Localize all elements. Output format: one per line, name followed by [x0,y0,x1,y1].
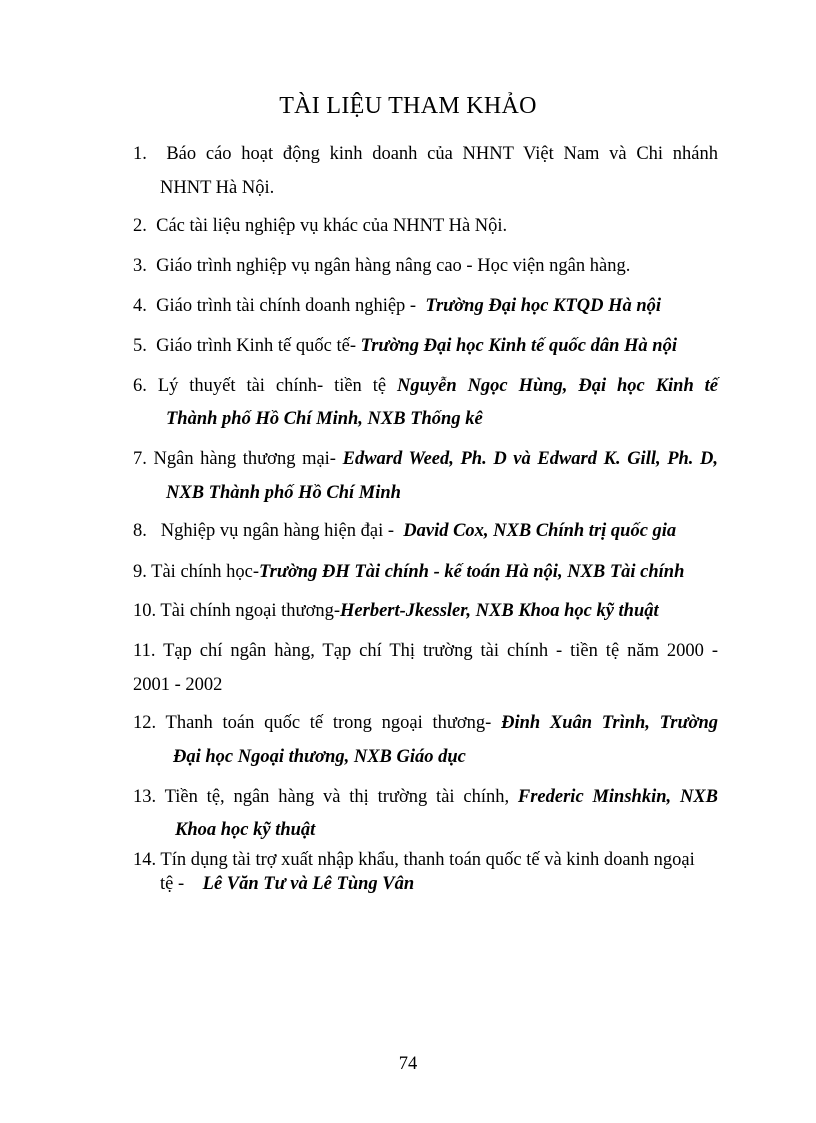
reference-author: Edward Weed, Ph. D và Edward K. Gill, Ph. D, [342,449,719,469]
reference-number: 7. [133,449,147,469]
reference-number: 13. [133,787,157,807]
reference-author: Trường ĐH Tài chính - kế toán Hà nội, NXB Tài chính [259,562,685,582]
reference-text: Lý thuyết tài chính- tiền tệ [157,376,387,396]
reference-text: Tín dụng tài trợ xuất nhập khẩu, thanh toán quốc tế và kinh doanh ngoại [160,850,695,870]
reference-author: Đinh Xuân Trình, Trường [501,713,719,733]
reference-number: 4. [133,296,147,316]
reference-text: Báo cáo hoạt động kinh doanh của NHNT Việt Nam và Chi nhánh [166,144,719,164]
page-number: 74 [398,1054,418,1074]
reference-text: Thanh toán quốc tế trong ngoại thương- [165,713,492,733]
reference-text: Nghiệp vụ ngân hàng hiện đại - [160,521,394,541]
reference-text: Tiền tệ, ngân hàng và thị trường tài chính, [164,787,510,807]
reference-author: Frederic Minshkin, NXB [517,787,718,807]
page-title: TÀI LIỆU THAM KHẢO [279,93,537,119]
reference-author: Herbert-Jkessler, NXB Khoa học kỹ thuật [340,601,659,621]
reference-author: NXB Thành phố Hồ Chí Minh [166,483,401,503]
reference-author: Trường Đại học KTQD Hà nội [425,296,662,316]
reference-author: Lê Văn Tư và Lê Tùng Vân [202,874,415,894]
reference-number: 9. [133,562,147,582]
reference-number: 10. [133,601,157,621]
reference-number: 12. [133,713,157,733]
reference-number: 11. [133,641,156,661]
reference-number: 3. [133,256,147,276]
reference-author: Nguyễn Ngọc Hùng, Đại học Kinh tế [397,376,719,396]
reference-text: NHNT Hà Nội. [160,178,275,198]
reference-number: 14. [133,850,157,870]
reference-author: Khoa học kỹ thuật [175,820,316,840]
reference-author: Trường Đại học Kinh tế quốc dân Hà nội [360,336,677,356]
reference-number: 5. [133,336,147,356]
reference-text: tệ - [160,874,185,894]
reference-text: Ngân hàng thương mại- [153,449,336,469]
reference-item [133,522,676,541]
reference-number: 1. [133,144,147,164]
reference-item [133,337,677,356]
reference-text: Giáo trình tài chính doanh nghiệp - [156,296,417,316]
reference-text: Tài chính học- [151,562,260,582]
reference-author: Đại học Ngoại thương, NXB Giáo dục [173,747,466,767]
reference-item [133,297,661,316]
reference-number: 6. [133,376,147,396]
reference-text: Các tài liệu nghiệp vụ khác của NHNT Hà Nội. [156,216,508,236]
reference-text: Tạp chí ngân hàng, Tạp chí Thị trường tài chính - tiền tệ năm 2000 - [163,641,719,661]
reference-text: Giáo trình nghiệp vụ ngân hàng nâng cao - Học viện ngân hàng. [156,256,631,276]
reference-text: 2001 - 2002 [133,675,223,695]
reference-item [133,257,630,276]
reference-text: Giáo trình Kinh tế quốc tế- [156,336,356,356]
reference-item [133,217,507,236]
reference-number: 8. [133,521,147,541]
reference-author: David Cox, NXB Chính trị quốc gia [403,521,677,541]
reference-number: 2. [133,216,147,236]
reference-author: Thành phố Hồ Chí Minh, NXB Thống kê [166,409,483,429]
reference-item [133,563,684,582]
reference-item [133,602,659,621]
reference-text: Tài chính ngoại thương- [160,601,341,621]
